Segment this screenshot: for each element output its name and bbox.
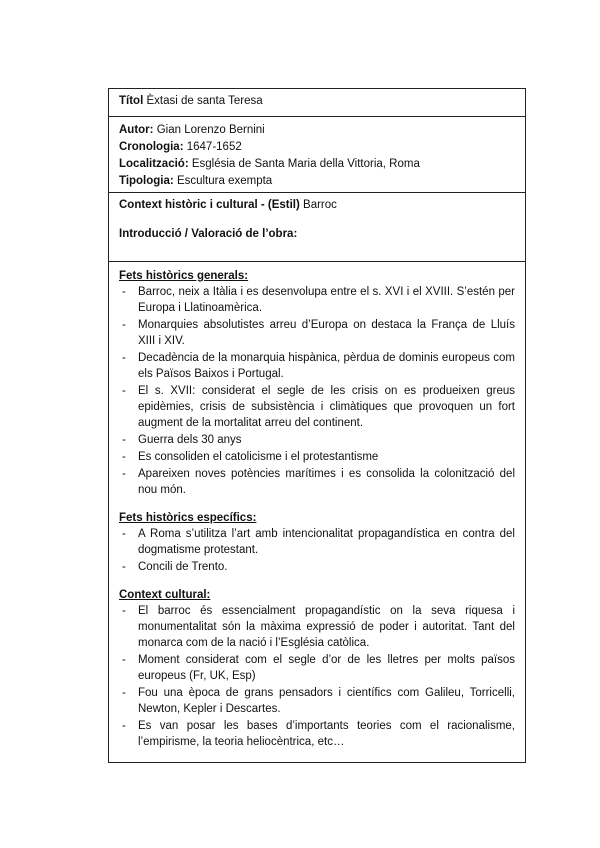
list-item: - A Roma s’utilitza l’art amb intencionalitat propagandística en contra del dogmatisme protestant. bbox=[119, 526, 515, 558]
info-row bbox=[109, 117, 525, 193]
list-item: - Decadència de la monarquia hispànica, pèrdua de dominis europeus com els Països Baixos i Portugal. bbox=[119, 350, 515, 382]
author-line bbox=[119, 122, 515, 139]
list-item: - Concili de Trento. bbox=[119, 559, 515, 575]
location-line bbox=[119, 156, 515, 173]
typology-label: Tipologia: bbox=[119, 175, 174, 187]
general-facts-list bbox=[119, 284, 515, 498]
title-label: Títol bbox=[119, 95, 144, 107]
section-title-cultural: Context cultural: bbox=[119, 589, 211, 601]
author-label: Autor: bbox=[119, 124, 154, 136]
typology-line bbox=[119, 173, 515, 190]
list-item: - El s. XVII: considerat el segle de les crisis on es produeixen greus epidèmies, crisis de subsistència i climàtiques que provoquen un fort augment de la mortalitat arreu del continent. bbox=[119, 383, 515, 431]
document-table bbox=[108, 88, 526, 763]
section-title-general: Fets històrics generals: bbox=[119, 270, 249, 282]
specific-facts-list bbox=[119, 526, 515, 575]
chronology-label: Cronologia: bbox=[119, 141, 184, 153]
context-label: Context històric i cultural - (Estil) bbox=[119, 199, 300, 211]
typology-value: Escultura exempta bbox=[176, 175, 273, 187]
location-label: Localització: bbox=[119, 158, 189, 170]
list-item: - Barroc, neix a Itàlia i es desenvolupa entre el s. XVI i el XVIII. S’estén per Europa i Llatinoamèrica. bbox=[119, 284, 515, 316]
context-value: Barroc bbox=[303, 199, 337, 211]
title-value: Èxtasi de santa Teresa bbox=[146, 95, 263, 107]
list-item: - Es consoliden el catolicisme i el protestantisme bbox=[119, 449, 515, 465]
context-line bbox=[119, 199, 515, 211]
list-item: - Es van posar les bases d’importants teories com el racionalisme, l’empirisme, la teoria heliocèntrica, etc… bbox=[119, 718, 515, 750]
list-item: - Apareixen noves potències marítimes i es consolida la colonització del nou món. bbox=[119, 466, 515, 498]
list-item: - Guerra dels 30 anys bbox=[119, 432, 515, 448]
list-item: - Monarquies absolutistes arreu d’Europa on destaca la França de Lluís XIII i XIV. bbox=[119, 317, 515, 349]
cultural-context-list bbox=[119, 603, 515, 750]
location-value: Església de Santa Maria della Vittoria, Roma bbox=[191, 158, 420, 170]
chronology-line bbox=[119, 139, 515, 156]
list-item: - Fou una època de grans pensadors i científics com Galileu, Torricelli, Newton, Kepler i Descartes. bbox=[119, 685, 515, 717]
introduction-label: Introducció / Valoració de l’obra: bbox=[119, 228, 298, 240]
introduction-line bbox=[119, 228, 515, 240]
facts-row bbox=[109, 262, 525, 754]
author-value: Gian Lorenzo Bernini bbox=[156, 124, 265, 136]
list-item: - Moment considerat com el segle d’or de les lletres per molts països europeus (Fr, UK, Esp) bbox=[119, 652, 515, 684]
chronology-value: 1647-1652 bbox=[186, 141, 242, 153]
list-item: - El barroc és essencialment propagandístic on la seva riquesa i monumentalitat són la màxima expressió de poder i autoritat. Tant del monarca com de la nació i l’Església catòlica. bbox=[119, 603, 515, 651]
title-row bbox=[109, 89, 525, 117]
section-title-specific: Fets històrics específics: bbox=[119, 512, 257, 524]
context-row bbox=[109, 193, 525, 262]
